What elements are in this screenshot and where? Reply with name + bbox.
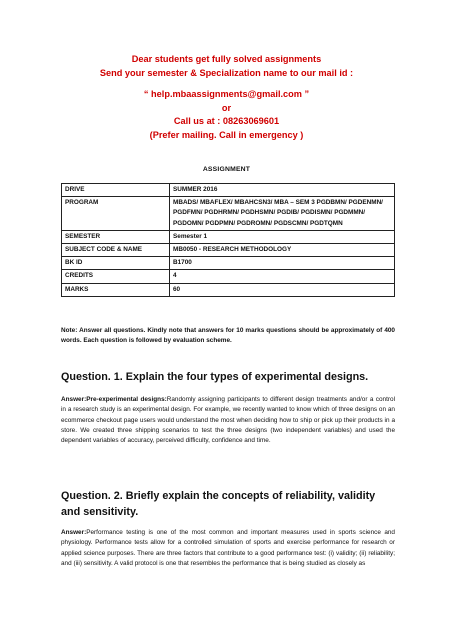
answer-text: Performance testing is one of the most common and important measures used in sports science and physiology. Performance tests allow for a controlled simulation of sports and exercise performance for research or applied science purposes. There are three factors that contribute to a good performance test: (i) validity; (ii) reliability; and (iii) sensitivity. A valid protocol is one that resembles the performance that is being studied as closely as [61, 529, 395, 567]
table-value: MB0050 - RESEARCH METHODOLOGY [170, 244, 395, 257]
table-key: SUBJECT CODE & NAME [62, 244, 170, 257]
table-key: DRIVE [62, 184, 170, 197]
header-line-1: Dear students get fully solved assignments [131, 54, 322, 64]
answer-label: Answer: [61, 529, 87, 536]
table-key: BK ID [62, 257, 170, 270]
question-1-heading: Question. 1. Explain the four types of experimental designs. [61, 371, 369, 383]
assignment-title: ASSIGNMENT [202, 166, 251, 173]
assignment-info-table [61, 183, 395, 297]
table-key: SEMESTER [62, 230, 170, 243]
table-row [62, 283, 395, 296]
header-line-2: Send your semester & Specialization name to our mail id : [99, 67, 354, 78]
table-value: Semester 1 [170, 230, 395, 243]
header-phone: Call us at : 08263069601 [173, 116, 280, 126]
table-value: B1700 [170, 257, 395, 270]
table-row [62, 270, 395, 283]
question-2-heading: Question. 2. Briefly explain the concepts of reliability, validity and sensitivity. [61, 490, 376, 518]
header-email: “ help.mbaassignments@gmail.com ” [143, 89, 310, 99]
table-row [62, 197, 395, 231]
instructions-note: Note: Answer all questions. Kindly note that answers for 10 marks questions should be approximately of 400 words. Each question is followed by evaluation scheme. [61, 327, 395, 344]
promo-header [0, 53, 453, 142]
table-key: CREDITS [62, 270, 170, 283]
table-value: MBADS/ MBAFLEX/ MBAHCSN3/ MBA – SEM 3 PGDBMN/ PGDENMN/ PGDFMN/ PGDHRMN/ PGDHSMN/ PGDIB/ PGDISMN/ PGDMMN/ PGDOMN/ PGDPMN/ PGDROMN/ PGDSCMN/ PGDTQMN [170, 197, 395, 231]
table-value: SUMMER 2016 [170, 184, 395, 197]
header-line-6: (Prefer mailing. Call in emergency ) [149, 129, 304, 140]
table-key: PROGRAM [62, 197, 170, 231]
question-1-answer [61, 395, 395, 446]
answer-text: Randomly assigning participants to different design treatments and/or a control in a research study is an experimental design. For example, we recently wanted to know which of three designs on an ecommerce checkout page users would understand the most when deciding how to ship or pick up their products in a store. We created three shipping scenarios to test the three designs (two independent variables) and used the dependent variables of accuracy, perceived difficulty, confidence and time. [61, 396, 395, 445]
table-key: MARKS [62, 283, 170, 296]
table-row [62, 244, 395, 257]
table-row [62, 184, 395, 197]
table-row [62, 230, 395, 243]
table-value: 4 [170, 270, 395, 283]
answer-label: Answer:Pre-experimental designs: [61, 396, 167, 403]
question-2-answer [61, 528, 395, 569]
table-value: 60 [170, 283, 395, 296]
table-row [62, 257, 395, 270]
header-or: or [221, 102, 232, 113]
